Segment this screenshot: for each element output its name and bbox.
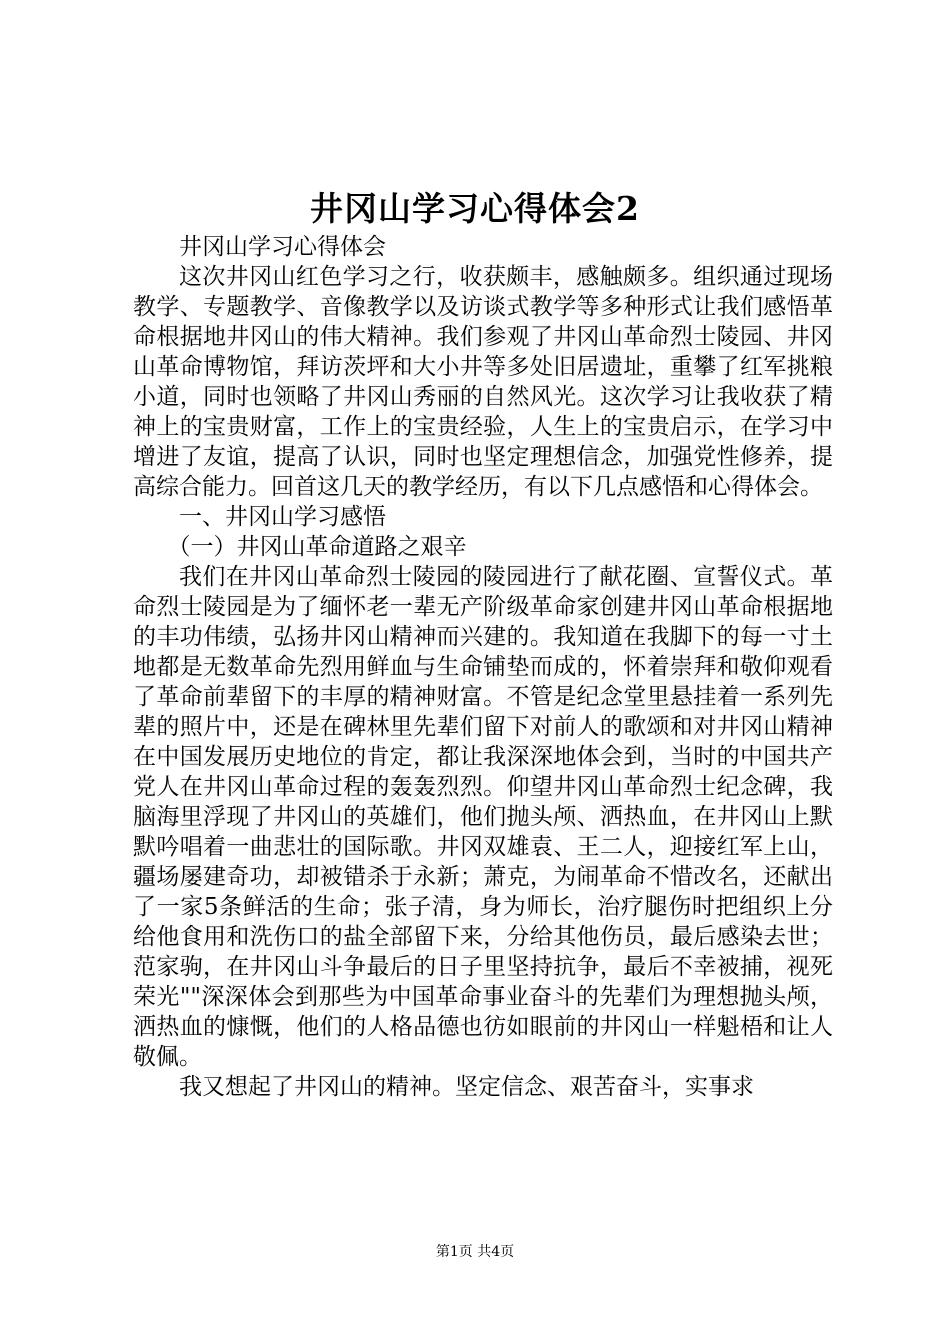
paragraph-intro: 这次井冈山红色学习之行，收获颇丰，感触颇多。组织通过现场教学、专题教学、音像教学以及访谈式教学等多种形式让我们感悟革命根据地井冈山的伟大精神。我们参观了井冈山革命烈士陵园、井冈山革命博物馆，拜访茨坪和大小井等多处旧居遗址，重攀了红军挑粮小道，同时也领略了井冈山秀丽的自然风光。这次学习让我收获了精神上的宝贵财富，工作上的宝贵经验，人生上的宝贵启示，在学习中增进了友谊，提高了认识，同时也坚定理想信念，加强党性修养，提高综合能力。回首这几天的教学经历，有以下几点感悟和心得体会。: [133, 264, 833, 500]
section-heading: 一、井冈山学习感悟: [179, 504, 386, 530]
document-title: 井冈山学习心得体会2: [310, 189, 640, 228]
paragraph-heading: 井冈山学习心得体会: [179, 234, 386, 260]
paragraph-body: 我们在井冈山革命烈士陵园的陵园进行了献花圈、宣誓仪式。革命烈士陵园是为了缅怀老一辈无产阶级革命家创建井冈山革命根据地的丰功伟绩，弘扬井冈山精神而兴建的。我知道在我脚下的每一寸土地都是无数革命先烈用鲜血与生命铺垫而成的，怀着崇拜和敬仰观看了革命前辈留下的丰厚的精神财富。不管是纪念堂里悬挂着一系列先辈的照片中，还是在碑林里先辈们留下对前人的歌颂和对井冈山精神在中国发展历史地位的肯定，都让我深深地体会到，当时的中国共产党人在井冈山革命过程的轰轰烈烈。仰望井冈山革命烈士纪念碑，我脑海里浮现了井冈山的英雄们，他们抛头颅、洒热血，在井冈山上默默吟唱着一曲悲壮的国际歌。井冈双雄袁、王二人，迎接红军上山，疆场屡建奇功，却被错杀于永新；萧克，为闹革命不惜改名，还献出了一家5条鲜活的生命；张子清，身为师长，治疗腿伤时把组织上分给他食用和洗伤口的盐全部留下来，分给其他伤员，最后感染去世；范家驹，在井冈山斗争最后的日子里坚持抗争，最后不幸被捕，视死荣光""深深体会到那些为中国革命事业奋斗的先辈们为理想抛头颅，洒热血的慷慨，他们的人格品德也彷如眼前的井冈山一样魁梧和让人敬佩。: [133, 564, 833, 1070]
document-body: [133, 232, 833, 1102]
paragraph-continued: 我又想起了井冈山的精神。坚定信念、艰苦奋斗，实事求: [179, 1074, 754, 1100]
page-footer: 第1页 共4页: [435, 1244, 515, 1260]
subsection-heading: （一）井冈山革命道路之艰辛: [167, 534, 467, 560]
